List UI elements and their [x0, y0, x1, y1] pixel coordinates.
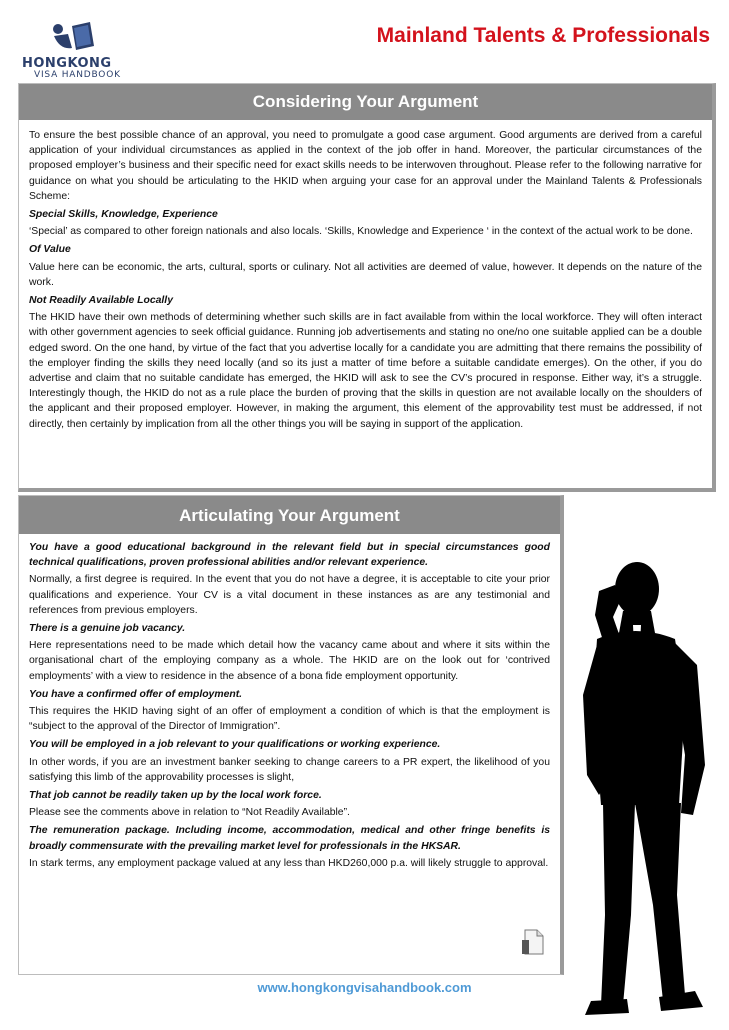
subheading: That job cannot be readily taken up by the local work force.: [29, 790, 322, 802]
logo-line2: VISA HANDBOOK: [34, 70, 121, 80]
subheading: The remuneration package. Including income, accommodation, medical and other fringe benefits is broadly commensurate with the prevailing market level for professionals in the HKSAR.: [29, 825, 550, 852]
logo-figure-icon: [50, 20, 110, 56]
paragraph: The HKID have their own methods of determining whether such skills are in fact available from within the local workforce. They will often interact with other government agencies to seek official guidance. Running job advertisements and stating no one/no one suitable applied can be a double edged sword. On the one hand, by virtue of the fact that you advertise locally for a candidate you are admitting that there remains the possibility of the employer finding the skills they need locally (and so its just a matter of time before a suitable candidate emerges). On the other, if you do advertise and claim that no suitable candidate has emerged, the HKID will ask to see the CV’s procured in response. Either way, it’s a struggle. Interestingly though, the HKID do not as a rule place the burden of proving that the skills in question are not available locally on the shoulders of the applicant and their proposed employer. However, in making the argument, this element of the approvability test must be addressed, if not directly, then certainly by implication from all the other things you will be saying in support of the application.: [29, 312, 702, 430]
paragraph: This requires the HKID having sight of an offer of employment a condition of which is that the employment is “subject to the approval of the Director of Immigration”.: [29, 706, 550, 733]
subheading: You have a confirmed offer of employment.: [29, 688, 243, 700]
articulating-argument-section: [18, 495, 564, 975]
businessman-silhouette: [535, 555, 725, 1030]
page-title: Mainland Talents & Professionals: [376, 24, 710, 47]
paragraph: Here representations need to be made which detail how the vacancy came about and where it sits within the organisational chart of the employing company as a whole. The HKID are on the look out for ‘contrived employments’ with a view to residence in the absence of a bona fide employment opportunity.: [29, 640, 550, 682]
paragraph: Please see the comments above in relation to “Not Readily Available”.: [29, 807, 350, 819]
subheading: You have a good educational background in the relevant field but in special circumstances good technical qualifications, proven professional abilities and/or relevant experience.: [29, 542, 550, 569]
paragraph: Value here can be economic, the arts, cultural, sports or culinary. Not all activities are deemed of value, however. It depends on the nature of the work.: [29, 261, 702, 288]
paragraph: In stark terms, any employment package valued at any less than HKD260,000 p.a. will likely struggle to approval.: [29, 857, 549, 869]
section-heading: Considering Your Argument: [19, 84, 712, 120]
subheading: You will be employed in a job relevant to your qualifications or working experience.: [29, 739, 441, 751]
paragraph: In other words, if you are an investment banker seeking to change careers to a PR expert, the likelihood of you satisfying this limb of the approvability processes is slight,: [29, 756, 550, 783]
paragraph: To ensure the best possible chance of an approval, you need to promulgate a good case argument. Good arguments are derived from a careful application of your individual circumstances as applied in the context of the job offer in hand. Moreover, the particular circumstances of the proposed employer’s business and their specific need for exact skills needs to be interwoven throughout. Please refer to the following narrative for guidance on what you should be articulating to the HKID when arguing your case for an approval under the Mainland Talents & Professionals Scheme:: [29, 130, 702, 202]
section-body: [19, 120, 712, 432]
company-logo: [22, 20, 152, 82]
subheading: Not Readily Available Locally: [29, 295, 173, 307]
section-heading: Articulating Your Argument: [19, 496, 560, 534]
footer-website-url[interactable]: www.hongkongvisahandbook.com: [257, 980, 472, 995]
subheading: Of Value: [29, 244, 71, 256]
paragraph: Normally, a first degree is required. In the event that you do not have a degree, it is acceptable to cite your prior qualifications and experience. Your CV is a vital document in these instances as are any testimonial and references from previous employers.: [29, 574, 550, 616]
section-body: [19, 534, 560, 871]
logo-line1: HONGKONG: [22, 56, 112, 71]
paragraph: ‘Special’ as compared to other foreign nationals and also locals. ‘Skills, Knowledge and Experience ‘ in the context of the actual work to be done.: [29, 226, 693, 238]
subheading: Special Skills, Knowledge, Experience: [29, 209, 218, 221]
considering-argument-section: [18, 83, 716, 492]
document-icon: [521, 928, 545, 956]
subheading: There is a genuine job vacancy.: [29, 623, 186, 635]
